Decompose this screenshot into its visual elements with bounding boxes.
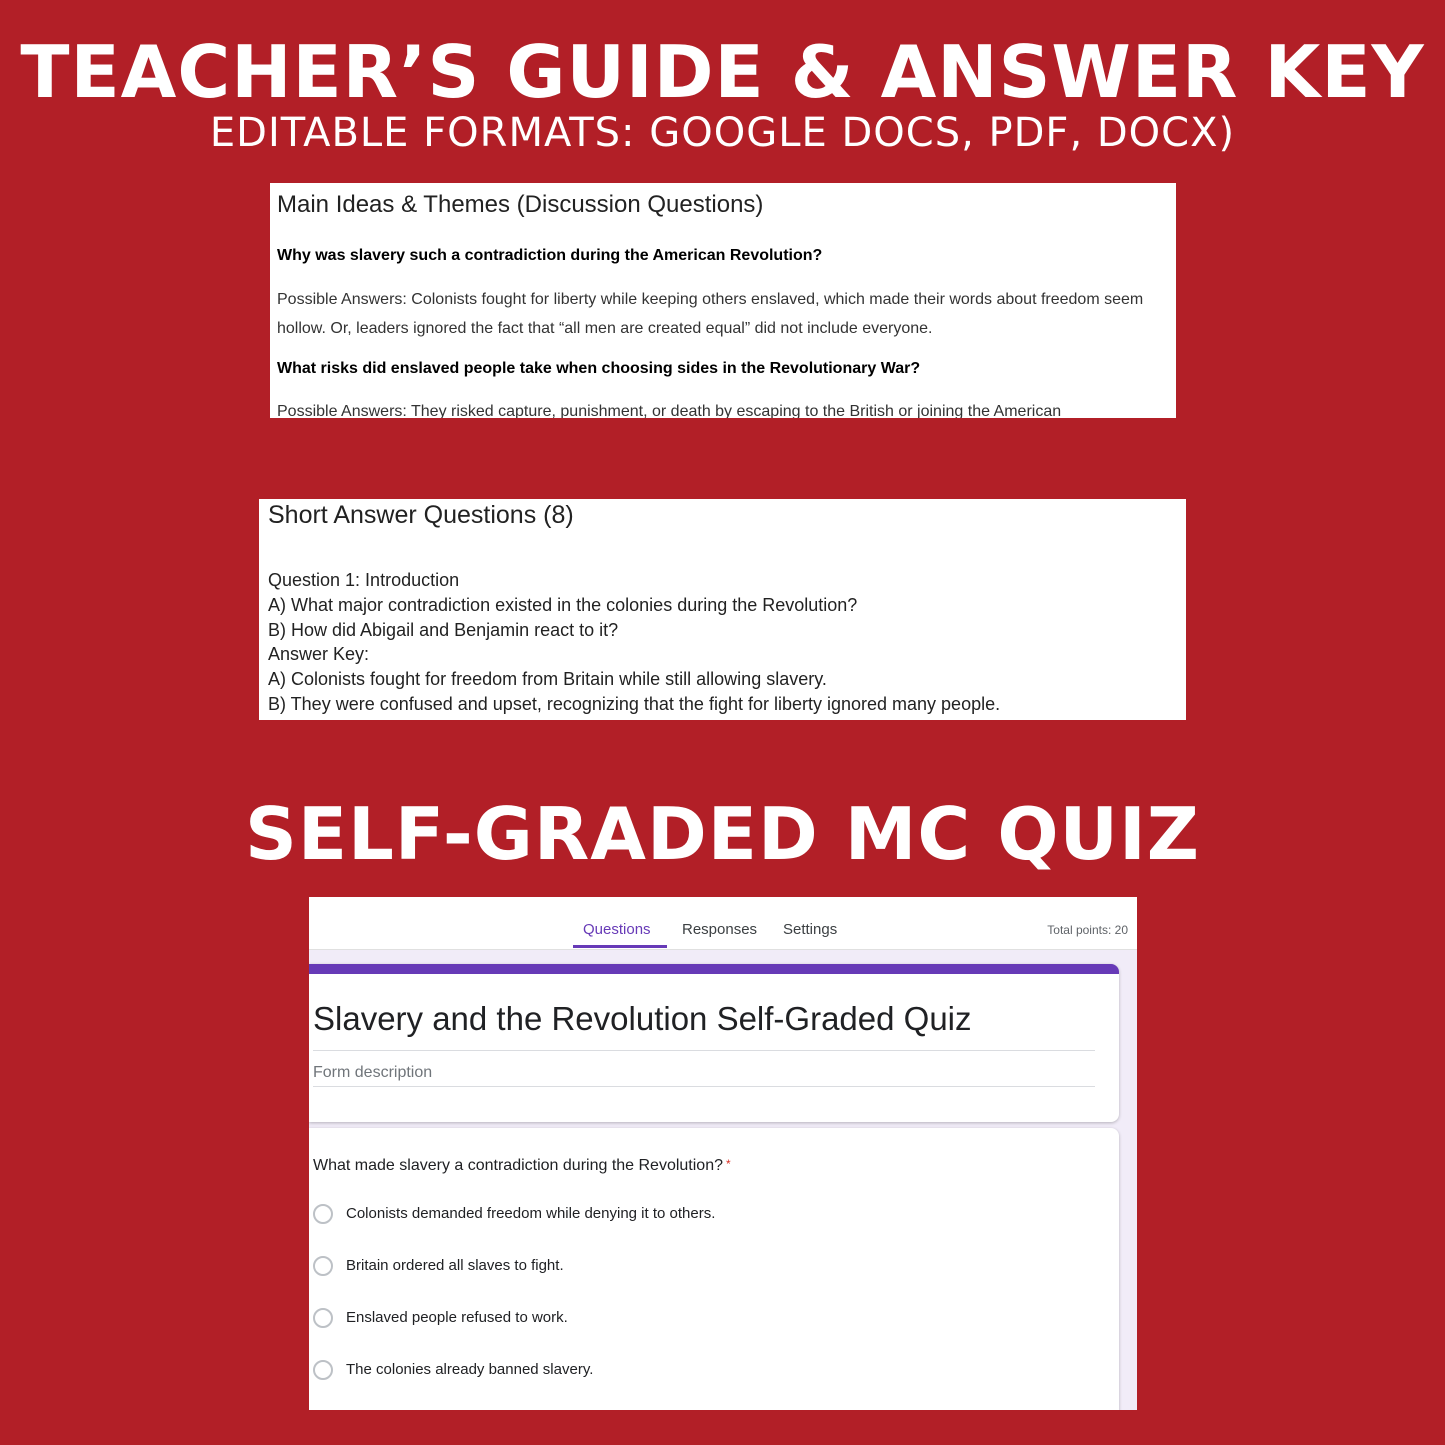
discussion-heading: Main Ideas & Themes (Discussion Questions) (277, 191, 764, 218)
total-points: Total points: 20 (1047, 923, 1128, 937)
radio-button-icon[interactable] (313, 1308, 333, 1328)
form-description-field[interactable]: Form description (313, 1064, 433, 1081)
short-answer-line: B) They were confused and upset, recognizing that the fight for liberty ignored many people. (268, 693, 1001, 714)
title-divider (313, 1050, 1095, 1051)
form-tab-bar (309, 897, 1137, 950)
discussion-question-1: Why was slavery such a contradiction during the American Revolution? (277, 247, 823, 264)
discussion-questions-panel (270, 183, 1176, 418)
discussion-answer-2: Possible Answers: They risked capture, punishment, or death by escaping to the British or joining the American (277, 403, 1062, 418)
question-text (313, 1157, 731, 1175)
option-label: Colonists demanded freedom while denying it to others. (346, 1205, 716, 1222)
discussion-answer-1: Possible Answers: Colonists fought for liberty while keeping others enslaved, which made their words about freedom seem hollow. Or, leaders ignored the fact that “all men are created equal” did not include everyone. (277, 291, 1144, 337)
guide-headline: TEACHER’S GUIDE & ANSWER KEY (20, 30, 1425, 114)
active-tab-indicator (573, 945, 667, 948)
formats-subheadline: EDITABLE FORMATS: GOOGLE DOCS, PDF, DOCX) (209, 110, 1236, 156)
short-answer-line: A) What major contradiction existed in the colonies during the Revolution? (268, 594, 858, 615)
question-label: What made slavery a contradiction during the Revolution? (313, 1157, 723, 1174)
option-label: Enslaved people refused to work. (346, 1309, 568, 1326)
radio-button-icon[interactable] (313, 1360, 333, 1380)
discussion-question-2: What risks did enslaved people take when choosing sides in the Revolutionary War? (277, 360, 921, 377)
tab-responses[interactable]: Responses (682, 921, 758, 938)
short-answer-lines (268, 568, 1000, 717)
short-answer-panel (259, 499, 1186, 720)
required-marker: * (726, 1157, 731, 1171)
short-answer-heading: Short Answer Questions (8) (268, 501, 574, 529)
short-answer-line: B) How did Abigail and Benjamin react to it? (268, 619, 619, 640)
google-form-screenshot (309, 897, 1137, 1410)
form-title[interactable]: Slavery and the Revolution Self-Graded Quiz (313, 1000, 972, 1037)
question-card (309, 1128, 1119, 1410)
tab-settings[interactable]: Settings (783, 921, 838, 938)
option-label: Britain ordered all slaves to fight. (346, 1257, 564, 1274)
option-label: The colonies already banned slavery. (346, 1361, 594, 1378)
short-answer-line: Question 1: Introduction (268, 570, 460, 590)
short-answer-line: Answer Key: (268, 644, 370, 665)
short-answer-line: A) Colonists fought for freedom from Britain while still allowing slavery. (268, 669, 827, 690)
description-divider (313, 1086, 1095, 1087)
quiz-headline: SELF-GRADED MC QUIZ (244, 792, 1201, 876)
radio-button-icon[interactable] (313, 1256, 333, 1276)
radio-button-icon[interactable] (313, 1204, 333, 1224)
form-title-card (309, 964, 1119, 1122)
tab-questions[interactable]: Questions (583, 921, 651, 938)
